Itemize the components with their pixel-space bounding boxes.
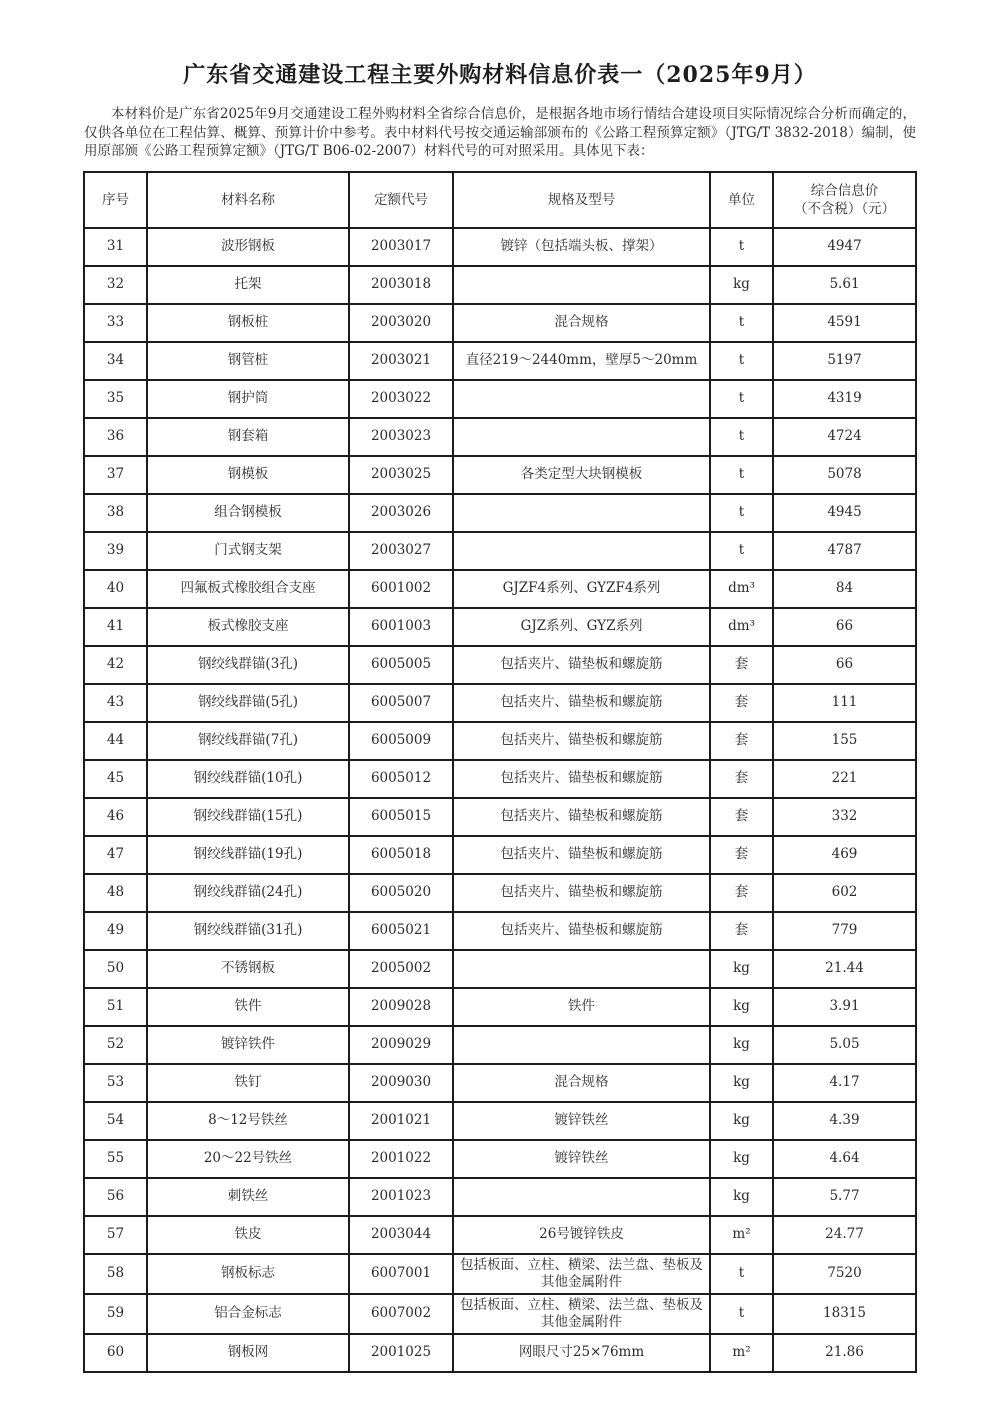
cell-code: 6001002	[349, 570, 453, 608]
cell-code: 2001025	[349, 1334, 453, 1372]
intro-paragraph: 本材料价是广东省2025年9月交通建设工程外购材料全省综合信息价，是根据各地市场行情结合建设项目实际情况综合分析而确定的，仅供各单位在工程估算、概算、预算计价中参考。表中材料代号按交通运输部颁布的《公路工程预算定额》（JTG/T 3832-2018）编制，使用原部颁《公路工程预算定额》（JTG/T B06-02-2007）材料代号的可对照采用。具体见下表：	[84, 106, 916, 159]
cell-name: 镀锌铁件	[147, 1026, 349, 1064]
cell-price: 111	[773, 684, 916, 722]
cell-unit: t	[710, 342, 773, 380]
cell-no: 55	[84, 1140, 147, 1178]
cell-name: 钢板标志	[147, 1254, 349, 1294]
cell-price: 66	[773, 646, 916, 684]
cell-unit: t	[710, 418, 773, 456]
cell-name: 板式橡胶支座	[147, 608, 349, 646]
cell-price: 5.77	[773, 1178, 916, 1216]
cell-code: 2003022	[349, 380, 453, 418]
cell-code: 2009029	[349, 1026, 453, 1064]
cell-spec	[453, 418, 710, 456]
cell-code: 6005012	[349, 760, 453, 798]
table-row	[84, 988, 916, 1026]
cell-no: 40	[84, 570, 147, 608]
cell-no: 39	[84, 532, 147, 570]
cell-price: 5.05	[773, 1026, 916, 1064]
cell-price: 4724	[773, 418, 916, 456]
cell-code: 2003020	[349, 304, 453, 342]
table-row	[84, 836, 916, 874]
cell-spec	[453, 532, 710, 570]
cell-name: 20～22号铁丝	[147, 1140, 349, 1178]
cell-name: 波形钢板	[147, 228, 349, 266]
cell-name: 钢绞线群锚(24孔)	[147, 874, 349, 912]
cell-price: 7520	[773, 1254, 916, 1294]
table-row	[84, 1334, 916, 1372]
table-row	[84, 570, 916, 608]
cell-name: 刺铁丝	[147, 1178, 349, 1216]
cell-code: 2003018	[349, 266, 453, 304]
cell-no: 49	[84, 912, 147, 950]
cell-spec: 包括夹片、锚垫板和螺旋筋	[453, 912, 710, 950]
header-unit: 单位	[710, 172, 773, 228]
cell-unit: kg	[710, 1140, 773, 1178]
cell-name: 钢绞线群锚(5孔)	[147, 684, 349, 722]
cell-spec: 混合规格	[453, 304, 710, 342]
cell-unit: kg	[710, 1026, 773, 1064]
cell-price: 332	[773, 798, 916, 836]
cell-spec: 包括板面、立柱、横梁、法兰盘、垫板及其他金属附件	[453, 1294, 710, 1334]
table-row	[84, 228, 916, 266]
cell-price: 4787	[773, 532, 916, 570]
cell-price: 5197	[773, 342, 916, 380]
cell-price: 4.39	[773, 1102, 916, 1140]
table-row	[84, 608, 916, 646]
header-price	[773, 172, 916, 228]
cell-unit: m²	[710, 1216, 773, 1254]
cell-unit: 套	[710, 836, 773, 874]
cell-price: 5078	[773, 456, 916, 494]
cell-no: 37	[84, 456, 147, 494]
cell-price: 4319	[773, 380, 916, 418]
cell-name: 钢绞线群锚(31孔)	[147, 912, 349, 950]
cell-unit: kg	[710, 266, 773, 304]
cell-no: 32	[84, 266, 147, 304]
cell-code: 2003027	[349, 532, 453, 570]
cell-code: 6005009	[349, 722, 453, 760]
page-title: 广东省交通建设工程主要外购材料信息价表一（2025年9月）	[183, 62, 817, 88]
cell-code: 2009028	[349, 988, 453, 1026]
cell-unit: dm³	[710, 570, 773, 608]
table-row	[84, 1216, 916, 1254]
cell-name: 钢绞线群锚(19孔)	[147, 836, 349, 874]
cell-price: 4947	[773, 228, 916, 266]
cell-unit: t	[710, 304, 773, 342]
cell-price: 4591	[773, 304, 916, 342]
cell-code: 6005021	[349, 912, 453, 950]
cell-code: 6005020	[349, 874, 453, 912]
cell-unit: t	[710, 456, 773, 494]
cell-spec	[453, 1026, 710, 1064]
cell-name: 钢护筒	[147, 380, 349, 418]
cell-code: 6005018	[349, 836, 453, 874]
cell-spec	[453, 380, 710, 418]
cell-code: 2003025	[349, 456, 453, 494]
cell-no: 59	[84, 1294, 147, 1334]
table-row	[84, 1064, 916, 1102]
table-row	[84, 874, 916, 912]
cell-name: 不锈钢板	[147, 950, 349, 988]
header-spec: 规格及型号	[453, 172, 710, 228]
header-price-line1: 综合信息价	[810, 182, 879, 199]
cell-no: 46	[84, 798, 147, 836]
table-row	[84, 760, 916, 798]
cell-no: 57	[84, 1216, 147, 1254]
header-row	[84, 172, 916, 228]
table-row	[84, 722, 916, 760]
cell-code: 6007001	[349, 1254, 453, 1294]
cell-no: 42	[84, 646, 147, 684]
cell-price: 24.77	[773, 1216, 916, 1254]
cell-name: 门式钢支架	[147, 532, 349, 570]
cell-unit: t	[710, 380, 773, 418]
cell-spec: 混合规格	[453, 1064, 710, 1102]
cell-name: 8～12号铁丝	[147, 1102, 349, 1140]
cell-price: 4.17	[773, 1064, 916, 1102]
cell-no: 53	[84, 1064, 147, 1102]
cell-no: 52	[84, 1026, 147, 1064]
cell-code: 6007002	[349, 1294, 453, 1334]
cell-spec: 包括夹片、锚垫板和螺旋筋	[453, 874, 710, 912]
cell-unit: t	[710, 532, 773, 570]
cell-spec: GJZF4系列、GYZF4系列	[453, 570, 710, 608]
cell-no: 54	[84, 1102, 147, 1140]
table-body	[84, 228, 916, 1372]
cell-price: 3.91	[773, 988, 916, 1026]
cell-spec: 26号镀锌铁皮	[453, 1216, 710, 1254]
cell-unit: kg	[710, 988, 773, 1026]
cell-unit: t	[710, 228, 773, 266]
cell-name: 钢绞线群锚(3孔)	[147, 646, 349, 684]
cell-no: 31	[84, 228, 147, 266]
table-row	[84, 532, 916, 570]
cell-code: 2001021	[349, 1102, 453, 1140]
cell-no: 58	[84, 1254, 147, 1294]
cell-spec: 直径219～2440mm，壁厚5～20mm	[453, 342, 710, 380]
cell-unit: 套	[710, 684, 773, 722]
table-row	[84, 342, 916, 380]
cell-code: 6005015	[349, 798, 453, 836]
cell-unit: 套	[710, 912, 773, 950]
table-row	[84, 912, 916, 950]
cell-spec: 镀锌铁丝	[453, 1102, 710, 1140]
cell-unit: 套	[710, 646, 773, 684]
table-row	[84, 1102, 916, 1140]
cell-spec: 包括夹片、锚垫板和螺旋筋	[453, 646, 710, 684]
cell-no: 34	[84, 342, 147, 380]
cell-no: 60	[84, 1334, 147, 1372]
cell-unit: t	[710, 1254, 773, 1294]
cell-unit: t	[710, 1294, 773, 1334]
cell-code: 2009030	[349, 1064, 453, 1102]
cell-spec: 网眼尺寸25×76mm	[453, 1334, 710, 1372]
cell-no: 50	[84, 950, 147, 988]
cell-unit: 套	[710, 798, 773, 836]
cell-unit: kg	[710, 1064, 773, 1102]
cell-unit: kg	[710, 1178, 773, 1216]
cell-price: 155	[773, 722, 916, 760]
cell-name: 钢套箱	[147, 418, 349, 456]
cell-price: 66	[773, 608, 916, 646]
cell-code: 2003023	[349, 418, 453, 456]
cell-no: 47	[84, 836, 147, 874]
cell-price: 84	[773, 570, 916, 608]
cell-price: 602	[773, 874, 916, 912]
cell-name: 钢模板	[147, 456, 349, 494]
cell-spec: 镀锌（包括端头板、撑架）	[453, 228, 710, 266]
cell-spec	[453, 950, 710, 988]
table-row	[84, 418, 916, 456]
cell-unit: 套	[710, 722, 773, 760]
cell-spec: 镀锌铁丝	[453, 1140, 710, 1178]
cell-name: 铁皮	[147, 1216, 349, 1254]
cell-price: 21.44	[773, 950, 916, 988]
cell-no: 43	[84, 684, 147, 722]
cell-code: 2003021	[349, 342, 453, 380]
cell-code: 2003017	[349, 228, 453, 266]
cell-name: 钢管桩	[147, 342, 349, 380]
table-row	[84, 684, 916, 722]
header-code: 定额代号	[349, 172, 453, 228]
cell-name: 钢板桩	[147, 304, 349, 342]
cell-name: 钢绞线群锚(7孔)	[147, 722, 349, 760]
table-row	[84, 1254, 916, 1294]
cell-code: 6001003	[349, 608, 453, 646]
cell-name: 铁钉	[147, 1064, 349, 1102]
cell-name: 托架	[147, 266, 349, 304]
cell-spec: 包括夹片、锚垫板和螺旋筋	[453, 722, 710, 760]
cell-no: 56	[84, 1178, 147, 1216]
cell-code: 2001022	[349, 1140, 453, 1178]
cell-spec: 包括板面、立柱、横梁、法兰盘、垫板及其他金属附件	[453, 1254, 710, 1294]
cell-no: 45	[84, 760, 147, 798]
table-row	[84, 494, 916, 532]
cell-spec: 各类定型大块钢模板	[453, 456, 710, 494]
cell-no: 35	[84, 380, 147, 418]
cell-price: 221	[773, 760, 916, 798]
cell-price: 5.61	[773, 266, 916, 304]
cell-code: 6005005	[349, 646, 453, 684]
cell-spec	[453, 494, 710, 532]
cell-unit: dm³	[710, 608, 773, 646]
price-table	[83, 171, 917, 1373]
cell-price: 469	[773, 836, 916, 874]
cell-code: 2005002	[349, 950, 453, 988]
cell-spec: 包括夹片、锚垫板和螺旋筋	[453, 798, 710, 836]
cell-spec	[453, 266, 710, 304]
cell-unit: t	[710, 494, 773, 532]
cell-no: 36	[84, 418, 147, 456]
table-row	[84, 798, 916, 836]
cell-spec: 包括夹片、锚垫板和螺旋筋	[453, 760, 710, 798]
table-row	[84, 304, 916, 342]
table-row	[84, 266, 916, 304]
cell-no: 51	[84, 988, 147, 1026]
cell-spec: 包括夹片、锚垫板和螺旋筋	[453, 684, 710, 722]
cell-price: 779	[773, 912, 916, 950]
cell-code: 2001023	[349, 1178, 453, 1216]
table-row	[84, 1178, 916, 1216]
cell-price: 4.64	[773, 1140, 916, 1178]
cell-name: 组合钢模板	[147, 494, 349, 532]
cell-code: 2003044	[349, 1216, 453, 1254]
cell-no: 48	[84, 874, 147, 912]
cell-spec: 包括夹片、锚垫板和螺旋筋	[453, 836, 710, 874]
cell-unit: kg	[710, 1102, 773, 1140]
cell-name: 钢板网	[147, 1334, 349, 1372]
cell-spec: GJZ系列、GYZ系列	[453, 608, 710, 646]
header-no: 序号	[84, 172, 147, 228]
cell-unit: m²	[710, 1334, 773, 1372]
cell-price: 4945	[773, 494, 916, 532]
cell-no: 33	[84, 304, 147, 342]
cell-unit: kg	[710, 950, 773, 988]
table-row	[84, 1026, 916, 1064]
cell-name: 钢绞线群锚(15孔)	[147, 798, 349, 836]
cell-name: 铝合金标志	[147, 1294, 349, 1334]
table-row	[84, 646, 916, 684]
cell-price: 21.86	[773, 1334, 916, 1372]
cell-code: 2003026	[349, 494, 453, 532]
cell-unit: 套	[710, 874, 773, 912]
cell-no: 41	[84, 608, 147, 646]
header-name: 材料名称	[147, 172, 349, 228]
table-row	[84, 1294, 916, 1334]
table-row	[84, 950, 916, 988]
cell-unit: 套	[710, 760, 773, 798]
cell-name: 钢绞线群锚(10孔)	[147, 760, 349, 798]
cell-no: 38	[84, 494, 147, 532]
table-header	[84, 172, 916, 228]
table-row	[84, 380, 916, 418]
table-row	[84, 456, 916, 494]
cell-spec: 铁件	[453, 988, 710, 1026]
cell-no: 44	[84, 722, 147, 760]
cell-price: 18315	[773, 1294, 916, 1334]
cell-name: 四氟板式橡胶组合支座	[147, 570, 349, 608]
header-price-line2: （不含税）（元）	[793, 200, 896, 217]
cell-code: 6005007	[349, 684, 453, 722]
cell-name: 铁件	[147, 988, 349, 1026]
cell-spec	[453, 1178, 710, 1216]
table-row	[84, 1140, 916, 1178]
